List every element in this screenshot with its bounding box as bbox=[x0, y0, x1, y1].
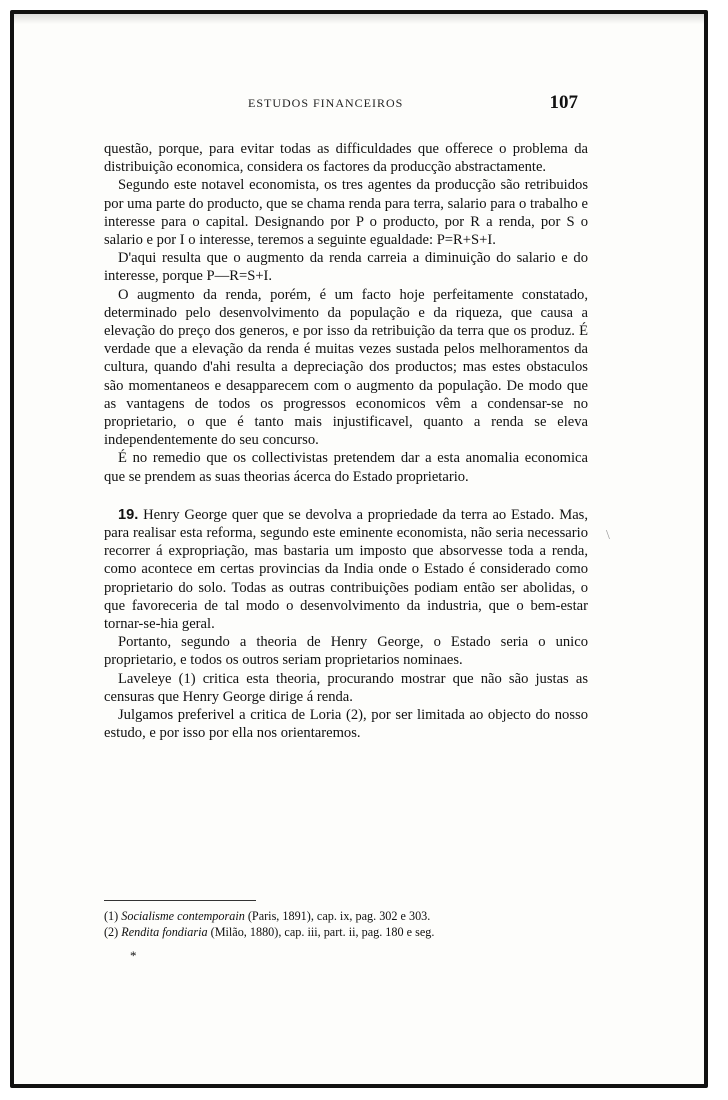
body-text bbox=[104, 140, 588, 743]
footnotes bbox=[104, 908, 564, 940]
page-number: 107 bbox=[549, 92, 578, 113]
page-edge bbox=[14, 14, 704, 24]
paragraph: É no remedio que os collectivistas pretendem dar a esta anomalia economica que se prendem as suas theorias ácerca do Estado proprietario. bbox=[104, 450, 588, 485]
footnote-text: (Milão, 1880), cap. iii, part. ii, pag. 180 e seg. bbox=[207, 925, 435, 939]
paragraph: Segundo este notavel economista, os tres agentes da producção são retribuidos por uma parte do producto, que se chama renda para terra, salario para o trabalho e interesse para o capital. Designando por P o producto, por R a renda, por S o salario e por I o interesse, teremos a seguinte egualdade: P=R+S+I. bbox=[104, 177, 588, 249]
paragraph: Laveleye (1) critica esta theoria, procurando mostrar que não são justas as censuras que Henry George dirige á renda. bbox=[104, 670, 588, 705]
margin-tick: \ bbox=[606, 528, 610, 543]
paragraph: Julgamos preferivel a critica de Loria (2), por ser limitada ao objecto do nosso estudo, e por isso por ella nos orientaremos. bbox=[104, 707, 588, 742]
footnote-title: Socialisme contemporain bbox=[121, 909, 245, 923]
paragraph: O augmento da renda, porém, é um facto hoje perfeitamente constatado, determinado pelo desenvolvimento da população e da riqueza, que causa a elevação do preço dos generos, e por isso da retribuição da terra que os produz. É verdade que a elevação da renda é muitas vezes sustada pelos melhoramentos da cultura, quando d'ahi resulta a depreciação dos productos; mas estes obstaculos são momentaneos e desapparecem com o augmento da população. De modo que as vantagens de todos os progressos economicos vêm a condensar-se no proprietario, o que é tanto mais injustificavel, quanto a renda se eleva independentemente do seu concurso. bbox=[104, 286, 588, 449]
footnote bbox=[104, 924, 564, 940]
footnote-title: Rendita fondiaria bbox=[121, 925, 208, 939]
signature-mark: * bbox=[130, 948, 137, 963]
section-number: 19. bbox=[118, 506, 139, 523]
footnote-mark: (2) bbox=[104, 925, 119, 939]
section-text: Henry George quer que se devolva a propriedade da terra ao Estado. Mas, para realisar esta reforma, segundo este eminente economista, não seria necessario recorrer á expropriação, mas bastaria um imposto que absorvesse toda a renda, como acontece em certas provincias da India onde o Estado é considerado como proprietario do solo. Todas as outras contribuições podiam então ser abolidas, o que favoreceria de tal modo o desenvolvimento da industria, que o bem-estar tornar-se-hia geral. bbox=[104, 506, 589, 633]
footnote-text: (Paris, 1891), cap. ix, pag. 302 e 303. bbox=[244, 909, 431, 923]
footnote-mark: (1) bbox=[104, 909, 119, 923]
paragraph: questão, porque, para evitar todas as difficuldades que offerece o problema da distribuição economica, considera os factores da producção abstractamente. bbox=[104, 141, 588, 176]
paragraph: Portanto, segundo a theoria de Henry George, o Estado seria o unico proprietario, e todos os outros seriam proprietarios nominaes. bbox=[104, 634, 588, 669]
running-header: ESTUDOS FINANCEIROS bbox=[248, 96, 404, 110]
paragraph: D'aqui resulta que o augmento da renda carreia a diminuição do salario e do interesse, porque P—R=S+I. bbox=[104, 250, 588, 285]
footnote bbox=[104, 908, 564, 924]
section-paragraph bbox=[104, 506, 588, 633]
footnote-rule bbox=[104, 900, 256, 901]
